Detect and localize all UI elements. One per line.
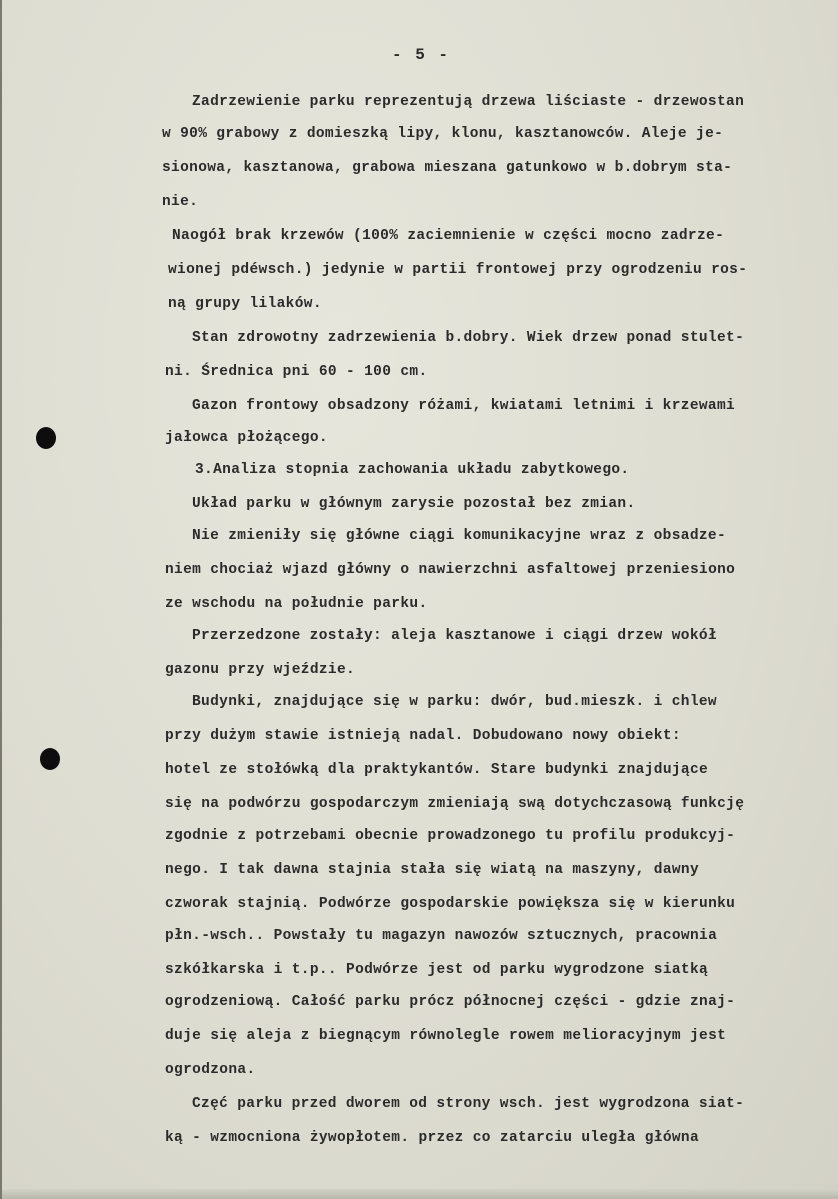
text-line: się na podwórzu gospodarczym zmieniają swą dotychczasową funkcję	[165, 796, 745, 812]
text-line: zgodnie z potrzebami obecnie prowadzonego tu profilu produkcyj-	[165, 828, 736, 844]
text-line: Stan zdrowotny zadrzewienia b.dobry. Wiek drzew ponad stulet-	[192, 330, 745, 346]
text-line: przy dużym stawie istnieją nadal. Dobudowano nowy obiekt:	[165, 728, 681, 744]
text-line: Częć parku przed dworem od strony wsch. jest wygrodzona siat-	[192, 1096, 745, 1112]
text-line: Budynki, znajdujące się w parku: dwór, bud.mieszk. i chlew	[192, 694, 717, 710]
text-line: Nie zmieniły się główne ciągi komunikacyjne wraz z obsadze-	[192, 528, 727, 544]
text-line: ogrodzona.	[165, 1062, 256, 1078]
text-line: czworak stajnią. Podwórze gospodarskie powiększa się w kierunku	[165, 896, 736, 912]
text-line: nego. I tak dawna stajnia stała się wiatą na maszyny, dawny	[165, 862, 700, 878]
text-line: ni. Średnica pni 60 - 100 cm.	[165, 364, 428, 380]
text-line: Układ parku w głównym zarysie pozostał bez zmian.	[192, 496, 636, 512]
text-line: gazonu przy wjeździe.	[165, 662, 356, 678]
text-line: nie.	[162, 194, 199, 210]
text-line: Zadrzewienie parku reprezentują drzewa liściaste - drzewostan	[192, 94, 745, 110]
text-line: ogrodzeniową. Całość parku prócz północnej części - gdzie znaj-	[165, 994, 736, 1010]
text-line: duje się aleja z biegnącym równolegle rowem melioracyjnym jest	[165, 1028, 727, 1044]
text-line: Gazon frontowy obsadzony różami, kwiatami letnimi i krzewami	[192, 398, 736, 414]
text-line: Naogół brak krzewów (100% zaciemnienie w części mocno zadrze-	[172, 228, 725, 244]
text-line: jałowca płożącego.	[165, 430, 328, 446]
page-number: - 5 -	[391, 46, 450, 64]
text-line: hotel ze stołówką dla praktykantów. Stare budynki znajdujące	[165, 762, 709, 778]
text-line: płn.-wsch.. Powstały tu magazyn nawozów sztucznych, pracownia	[165, 928, 718, 944]
punch-hole-top	[36, 427, 56, 449]
text-line: ze wschodu na południe parku.	[165, 596, 428, 612]
punch-hole-bottom	[40, 748, 60, 770]
text-line: niem chociaż wjazd główny o nawierzchni asfaltowej przeniesiono	[165, 562, 736, 578]
text-line: szkółkarska i t.p.. Podwórze jest od parku wygrodzone siatką	[165, 962, 709, 978]
section-heading: 3.Analiza stopnia zachowania układu zabytkowego.	[195, 462, 630, 478]
text-line: Przerzedzone zostały: aleja kasztanowe i ciągi drzew wokół	[192, 628, 717, 644]
text-line: ką - wzmocniona żywopłotem. przez co zatarciu uległa główna	[165, 1130, 700, 1146]
text-line: ną grupy lilaków.	[168, 296, 322, 312]
text-line: sionowa, kasztanowa, grabowa mieszana gatunkowo w b.dobrym sta-	[162, 160, 733, 176]
text-line: wionej pdéwsch.) jedynie w partii frontowej przy ogrodzeniu ros-	[168, 262, 748, 278]
text-line: w 90% grabowy z domieszką lipy, klonu, kasztanowców. Aleje je-	[162, 126, 724, 142]
